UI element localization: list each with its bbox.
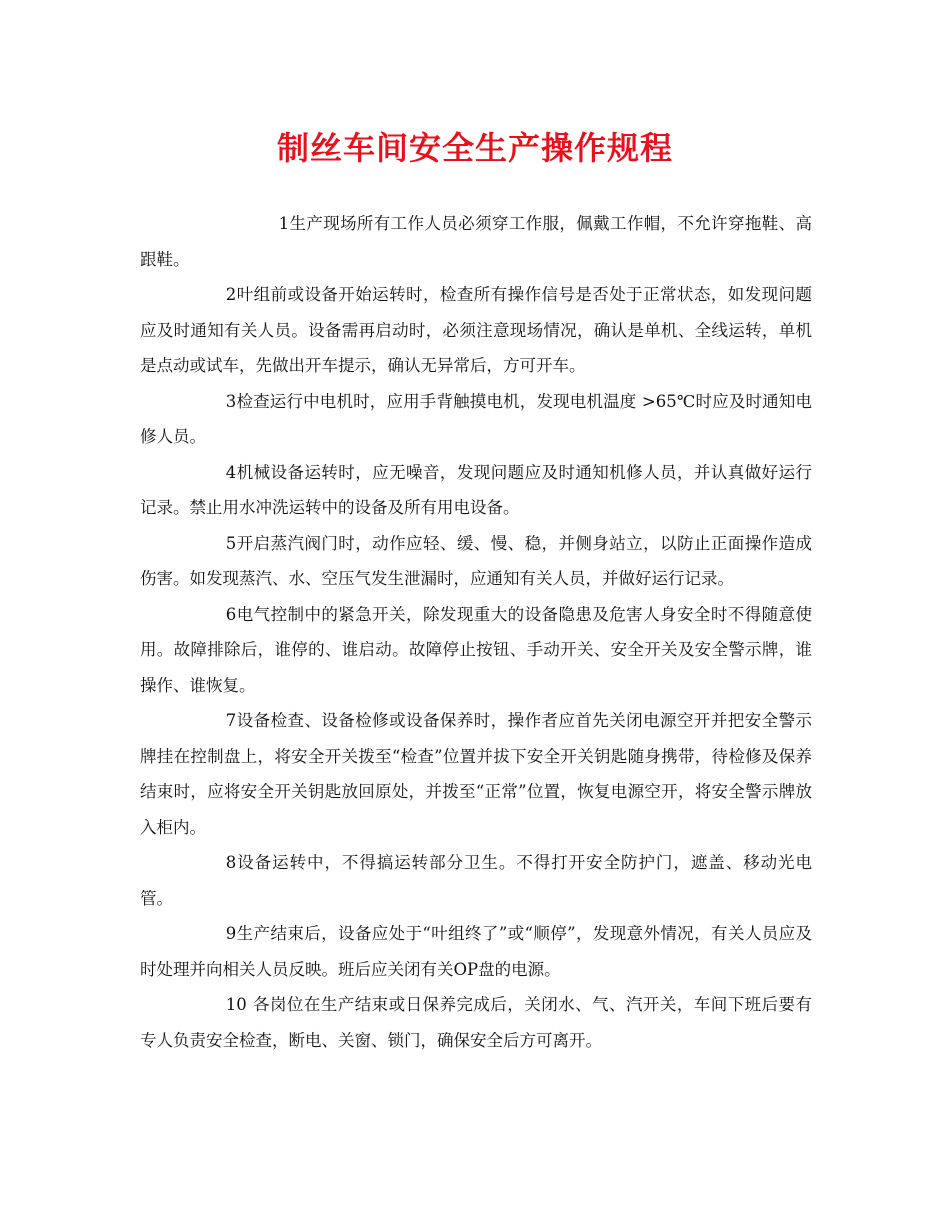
rule-text: 设备检查、设备检修或设备保养时，操作者应首先关闭电源空开并把安全警示牌挂在控制盘上，将安全开关拨至“检查”位置并拔下安全开关钥匙随身携带，待检修及保养结束时，应将安全开关钥匙放回原处，并拨至“正常”位置，恢复电源空开，将安全警示牌放入柜内。 bbox=[140, 711, 812, 837]
rule-item-10 bbox=[140, 987, 812, 1058]
rule-number: 1 bbox=[278, 214, 290, 233]
rule-item-1 bbox=[140, 206, 812, 277]
rule-number: 6 bbox=[225, 604, 237, 624]
rule-text: 各岗位在生产结束或日保养完成后，关闭水、气、汽开关，车间下班后要有专人负责安全检查，断电、关窗、锁门，确保安全后方可离开。 bbox=[140, 995, 812, 1050]
rule-item-9 bbox=[140, 916, 812, 987]
rule-text: 生产结束后，设备应处于“叶组终了”或“顺停”，发现意外情况，有关人员应及时处理并向相关人员反映。班后应关闭有关OP盘的电源。 bbox=[140, 924, 812, 979]
rule-item-3 bbox=[140, 384, 812, 455]
rule-item-8 bbox=[140, 845, 812, 916]
rule-text: 机械设备运转时，应无噪音，发现问题应及时通知机修人员，并认真做好运行记录。禁止用水冲洗运转中的设备及所有用电设备。 bbox=[140, 462, 812, 517]
rule-number: 3 bbox=[225, 391, 237, 411]
rule-number: 8 bbox=[225, 853, 237, 872]
rule-text: 叶组前或设备开始运转时，检查所有操作信号是否处于正常状态，如发现问题应及时通知有关人员。设备需再启动时，必须注意现场情况，确认是单机、全线运转，单机是点动或试车，先做出开车提示，确认无异常后，方可开车。 bbox=[140, 285, 812, 375]
rule-item-6 bbox=[140, 597, 812, 704]
rule-number: 9 bbox=[225, 924, 237, 943]
document-body bbox=[140, 206, 812, 1058]
rule-item-2 bbox=[140, 277, 812, 384]
rule-item-4 bbox=[140, 455, 812, 526]
rule-item-7 bbox=[140, 703, 812, 845]
rule-text: 开启蒸汽阀门时，动作应轻、缓、慢、稳，并侧身站立，以防止正面操作造成伤害。如发现蒸汽、水、空压气发生泄漏时，应通知有关人员，并做好运行记录。 bbox=[140, 533, 812, 588]
rule-number: 2 bbox=[225, 285, 237, 304]
rule-number: 7 bbox=[225, 711, 237, 730]
rule-number: 4 bbox=[225, 462, 237, 482]
rule-text: 生产现场所有工作人员必须穿工作服，佩戴工作帽，不允许穿拖鞋、高跟鞋。 bbox=[140, 214, 812, 269]
rule-text: 设备运转中，不得搞运转部分卫生。不得打开安全防护门，遮盖、移动光电管。 bbox=[140, 853, 812, 908]
rule-number: 5 bbox=[225, 533, 237, 553]
rule-text: 电气控制中的紧急开关，除发现重大的设备隐患及危害人身安全时不得随意使用。故障排除后，谁停的、谁启动。故障停止按钮、手动开关、安全开关及安全警示牌，谁操作、谁恢复。 bbox=[140, 604, 812, 695]
rule-item-5 bbox=[140, 526, 812, 597]
page-title: 制丝车间安全生产操作规程 bbox=[276, 129, 673, 167]
rule-text: 检查运行中电机时，应用手背触摸电机，发现电机温度 >65℃时应及时通知电修人员。 bbox=[140, 391, 812, 446]
rule-number: 10 bbox=[225, 995, 247, 1014]
